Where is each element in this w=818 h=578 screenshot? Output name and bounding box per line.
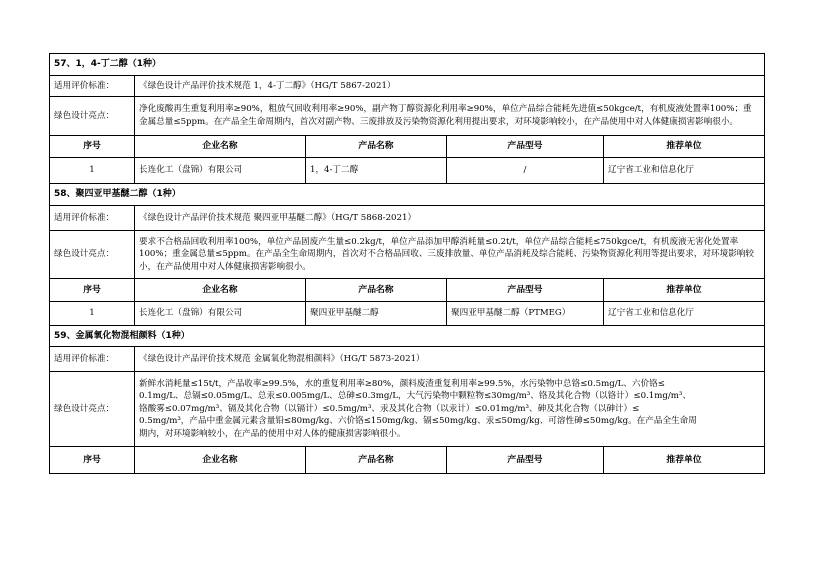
row-model: 聚四亚甲基醚二醇（PTMEG） bbox=[447, 302, 604, 326]
table-row bbox=[50, 302, 765, 326]
section-title: 59、金属氧化物混相颜料（1种） bbox=[50, 326, 765, 347]
header-unit: 推荐单位 bbox=[604, 279, 765, 302]
header-product: 产品名称 bbox=[306, 447, 447, 474]
section-header-59 bbox=[50, 326, 765, 347]
row-unit: 辽宁省工业和信息化厅 bbox=[604, 158, 765, 184]
standard-row bbox=[50, 347, 765, 372]
highlights-value: 净化废酸再生重复利用率≥90%，粗放气回收利用率≥90%，副产物丁醇资源化利用率≥90%，单位产品综合能耗先进值≤50kgce/t，有机废液处置率100%；重金属总量≤5ppm。在产品全生命周期内，首次对副产物、三废排放及污染物资源化利用提出要求，对环境影响较小，在产品使用中对人体健康损害影响很小。 bbox=[135, 97, 765, 136]
header-company: 企业名称 bbox=[135, 279, 306, 302]
highlights-row bbox=[50, 97, 765, 136]
section-header-57 bbox=[50, 54, 765, 76]
standard-value: 《绿色设计产品评价技术规范 金属氧化物混相颜料》（HG/T 5873-2021） bbox=[135, 347, 765, 372]
highlights-line: 0.5mg/m³，产品中重金属元素含量铅≤80mg/kg、六价铬≤150mg/kg、镉≤50mg/kg、汞≤50mg/kg、可溶性砷≤50mg/kg。在产品全生命周 bbox=[139, 416, 697, 427]
header-model: 产品型号 bbox=[447, 136, 604, 158]
standard-row bbox=[50, 206, 765, 231]
row-product: 1，4-丁二醇 bbox=[306, 158, 447, 184]
header-model: 产品型号 bbox=[447, 279, 604, 302]
row-model: / bbox=[447, 158, 604, 184]
standard-row bbox=[50, 76, 765, 97]
column-header-row bbox=[50, 447, 765, 474]
highlights-value: 要求不合格品回收利用率100%，单位产品固废产生量≤0.2kg/t，单位产品添加甲醇消耗量≤0.2t/t，单位产品综合能耗≤750kgce/t，有机废液无害化处置率100%；重金属总量≤5ppm。在产品全生命周期内，首次对不合格品回收、三废排放量、单位产品消耗及综合能耗、污染物资源化利用等提出要求，对环境影响较小，在产品使用中对人体健康损害影响很小。 bbox=[135, 231, 765, 279]
section-title: 57、1，4-丁二醇（1种） bbox=[50, 54, 765, 76]
highlights-line: 铬酸雾≤0.07mg/m³、镉及其化合物（以镉计）≤0.5mg/m³、汞及其化合物（以汞计）≤0.01mg/m³、砷及其化合物（以砷计）≤ bbox=[139, 403, 640, 414]
highlights-value bbox=[135, 372, 765, 447]
section-title: 58、聚四亚甲基醚二醇（1种） bbox=[50, 184, 765, 206]
header-no: 序号 bbox=[50, 447, 135, 474]
standard-value: 《绿色设计产品评价技术规范 聚四亚甲基醚二醇》（HG/T 5868-2021） bbox=[135, 206, 765, 231]
row-no: 1 bbox=[50, 302, 135, 326]
table-row bbox=[50, 158, 765, 184]
section-header-58 bbox=[50, 184, 765, 206]
highlights-row bbox=[50, 372, 765, 447]
header-unit: 推荐单位 bbox=[604, 136, 765, 158]
header-unit: 推荐单位 bbox=[604, 447, 765, 474]
highlights-line: 0.1mg/L、总镉≤0.05mg/L、总汞≤0.005mg/L、总砷≤0.3mg/L，大气污染物中颗粒物≤30mg/m³、铬及其化合物（以铬计）≤0.1mg/m³、 bbox=[139, 391, 691, 402]
highlights-label: 绿色设计亮点： bbox=[50, 231, 135, 279]
standard-label: 适用评价标准： bbox=[50, 206, 135, 231]
header-company: 企业名称 bbox=[135, 136, 306, 158]
row-product: 聚四亚甲基醚二醇 bbox=[306, 302, 447, 326]
standard-label: 适用评价标准： bbox=[50, 347, 135, 372]
header-product: 产品名称 bbox=[306, 136, 447, 158]
highlights-line: 期内，对环境影响较小，在产品的使用中对人体的健康损害影响很小。 bbox=[139, 428, 406, 439]
header-model: 产品型号 bbox=[447, 447, 604, 474]
header-no: 序号 bbox=[50, 279, 135, 302]
highlights-label: 绿色设计亮点： bbox=[50, 372, 135, 447]
row-unit: 辽宁省工业和信息化厅 bbox=[604, 302, 765, 326]
header-product: 产品名称 bbox=[306, 279, 447, 302]
highlights-row bbox=[50, 231, 765, 279]
highlights-line: 新鲜水消耗量≤15t/t，产品收率≥99.5%，水的重复利用率≥80%，颜料废渣重复利用率≥99.5%，水污染物中总铬≤0.5mg/L、六价铬≤ bbox=[139, 378, 665, 389]
header-company: 企业名称 bbox=[135, 447, 306, 474]
row-no: 1 bbox=[50, 158, 135, 184]
row-company: 长连化工（盘锦）有限公司 bbox=[135, 302, 306, 326]
row-company: 长连化工（盘锦）有限公司 bbox=[135, 158, 306, 184]
highlights-label: 绿色设计亮点： bbox=[50, 97, 135, 136]
product-list-table bbox=[49, 53, 765, 474]
header-no: 序号 bbox=[50, 136, 135, 158]
column-header-row bbox=[50, 136, 765, 158]
standard-label: 适用评价标准： bbox=[50, 76, 135, 97]
document-page bbox=[49, 53, 764, 474]
column-header-row bbox=[50, 279, 765, 302]
standard-value: 《绿色设计产品评价技术规范 1，4-丁二醇》（HG/T 5867-2021） bbox=[135, 76, 765, 97]
